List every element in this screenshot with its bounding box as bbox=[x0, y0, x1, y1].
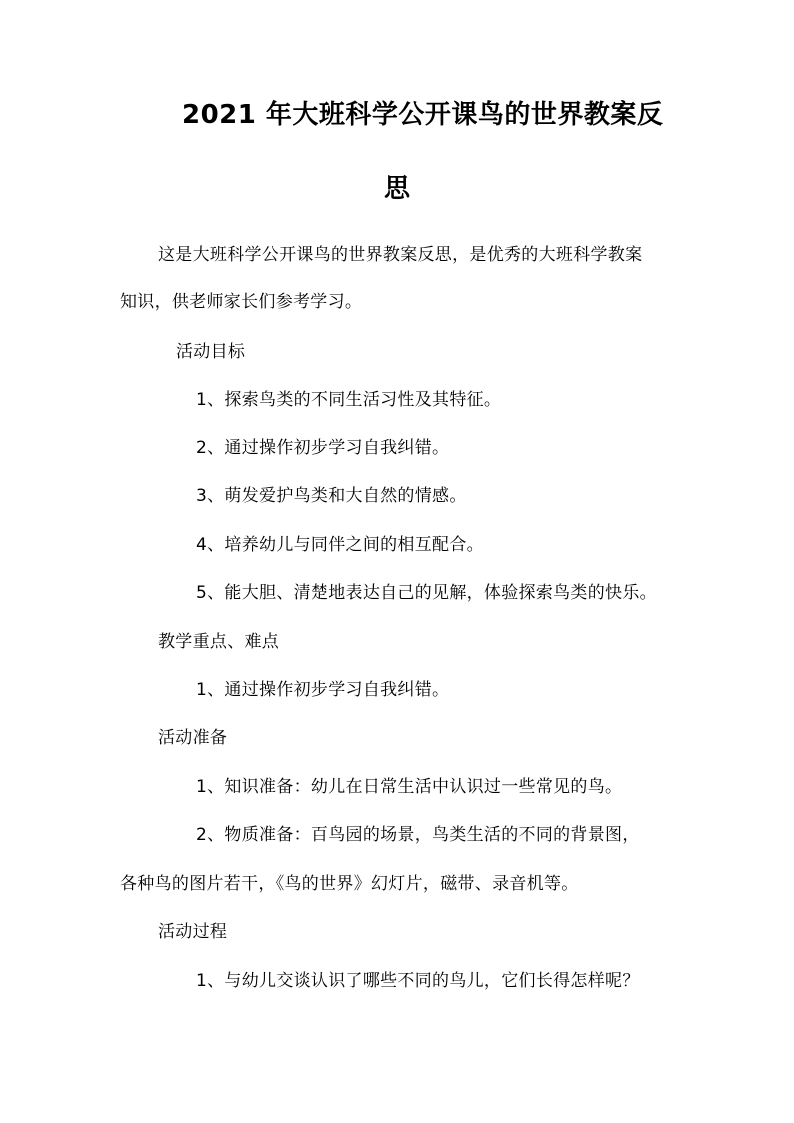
intro-paragraph-line: 知识，供老师家长们参考学习。 bbox=[120, 292, 363, 312]
goal-item: 1、探索鸟类的不同生活习性及其特征。 bbox=[196, 390, 502, 410]
document-title: 2021 年大班科学公开课鸟的世界教案反 bbox=[182, 100, 664, 130]
process-item: 1、与幼儿交谈认识了哪些不同的鸟儿，它们长得怎样呢？ bbox=[196, 971, 640, 991]
goal-item: 3、萌发爱护鸟类和大自然的情感。 bbox=[196, 486, 467, 506]
preparation-item: 2、物质准备：百鸟园的场景，鸟类生活的不同的背景图， bbox=[196, 825, 640, 845]
goal-item: 4、培养幼儿与同伴之间的相互配合。 bbox=[196, 535, 484, 555]
key-point-item: 1、通过操作初步学习自我纠错。 bbox=[196, 680, 450, 700]
section-heading-goals: 活动目标 bbox=[176, 342, 246, 362]
section-heading-process: 活动过程 bbox=[158, 922, 228, 942]
preparation-item-continued: 各种鸟的图片若干，《鸟的世界》幻灯片，磁带、录音机等。 bbox=[120, 874, 579, 894]
section-heading-key-points: 教学重点、难点 bbox=[158, 632, 280, 652]
document-title-continued: 思 bbox=[384, 174, 411, 204]
intro-paragraph-line: 这是大班科学公开课鸟的世界教案反思，是优秀的大班科学教案 bbox=[158, 245, 643, 265]
goal-item: 2、通过操作初步学习自我纠错。 bbox=[196, 438, 450, 458]
preparation-item: 1、知识准备：幼儿在日常生活中认识过一些常见的鸟。 bbox=[196, 777, 623, 797]
goal-item: 5、能大胆、清楚地表达自己的见解，体验探索鸟类的快乐。 bbox=[196, 583, 657, 603]
section-heading-preparation: 活动准备 bbox=[158, 728, 228, 748]
